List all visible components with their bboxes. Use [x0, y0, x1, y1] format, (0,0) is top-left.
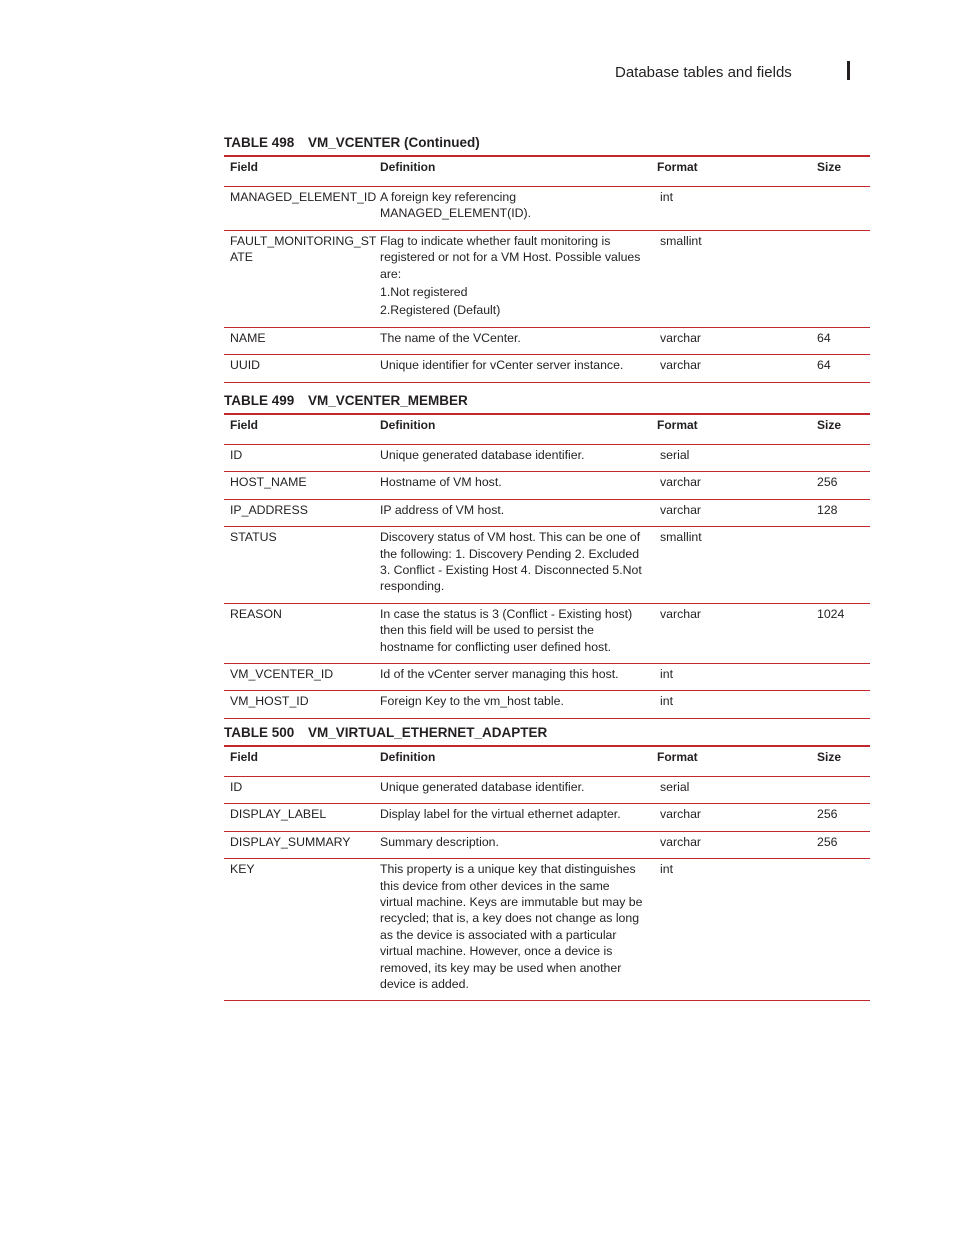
format-cell: varchar: [651, 355, 811, 382]
format-cell: int: [651, 691, 811, 718]
table-row: [224, 187, 870, 231]
size-cell: [811, 691, 870, 718]
data-table: [224, 155, 870, 383]
format-cell: varchar: [651, 327, 811, 354]
table-name: VM_VCENTER_MEMBER: [308, 393, 468, 408]
definition-text: Flag to indicate whether fault monitoring is registered or not for a VM Host. Possible values are:: [380, 233, 641, 281]
format-cell: smallint: [651, 230, 811, 327]
size-cell: 256: [811, 831, 870, 858]
header-rule-mark: [847, 61, 850, 80]
field-cell: DISPLAY_LABEL: [224, 804, 374, 831]
column-header: Format: [651, 746, 811, 777]
definition-cell: [374, 327, 651, 354]
definition-cell: [374, 499, 651, 526]
format-cell: varchar: [651, 804, 811, 831]
definition-text: Discovery status of VM host. This can be one of the following: 1. Discovery Pending 2. Excluded 3. Conflict - Existing Host 4. Disconnected 5.Not responding.: [380, 530, 642, 594]
size-cell: [811, 777, 870, 804]
size-cell: [811, 445, 870, 472]
table-row: [224, 664, 870, 691]
table-number: TABLE 498: [224, 135, 295, 150]
table-caption: [224, 394, 870, 413]
data-table: [224, 745, 870, 1001]
definition-text: In case the status is 3 (Conflict - Existing host) then this field will be used to persist the hostname for conflicting user defined host.: [380, 606, 633, 654]
definition-cell: [374, 230, 651, 327]
table-row: [224, 355, 870, 382]
column-header: Format: [651, 156, 811, 187]
header-row: [224, 156, 870, 187]
column-header: Format: [651, 414, 811, 445]
definition-text: Hostname of VM host.: [380, 475, 502, 490]
table-row: [224, 831, 870, 858]
definition-text: Id of the vCenter server managing this host.: [380, 667, 619, 682]
definition-text: Foreign Key to the vm_host table.: [380, 694, 564, 709]
definition-text: Unique identifier for vCenter server instance.: [380, 358, 624, 373]
table-number: TABLE 500: [224, 725, 295, 740]
table-row: [224, 499, 870, 526]
definition-text: Unique generated database identifier.: [380, 780, 585, 794]
field-cell: FAULT_MONITORING_ST ATE: [224, 230, 374, 327]
size-cell: 64: [811, 327, 870, 354]
data-table: [224, 413, 870, 719]
table-row: [224, 230, 870, 327]
column-header: Field: [224, 414, 374, 445]
definition-text: This property is a unique key that distinguishes this device from other devices in the same virtual machine. Keys are immutable but may be recycled; that is, a key does not change as long as the device is associated with a particular virtual machine. However, once a device is removed, its key may be used when another device is added.: [380, 862, 643, 992]
table-caption: [224, 136, 870, 155]
table-row: [224, 777, 870, 804]
definition-text: Display label for the virtual ethernet adapter.: [380, 807, 621, 822]
table-row: [224, 527, 870, 604]
table-row: [224, 691, 870, 718]
format-cell: int: [651, 664, 811, 691]
field-cell: HOST_NAME: [224, 472, 374, 499]
definition-cell: [374, 472, 651, 499]
size-cell: [811, 664, 870, 691]
definition-cell: [374, 445, 651, 472]
format-cell: varchar: [651, 603, 811, 663]
size-cell: 1024: [811, 603, 870, 663]
field-cell: STATUS: [224, 527, 374, 604]
definition-cell: [374, 187, 651, 231]
format-cell: varchar: [651, 472, 811, 499]
table-name: VM_VIRTUAL_ETHERNET_ADAPTER: [308, 725, 548, 740]
size-cell: [811, 230, 870, 327]
table-row: [224, 859, 870, 1001]
format-cell: int: [651, 187, 811, 231]
definition-cell: [374, 664, 651, 691]
definition-cell: [374, 603, 651, 663]
definition-text: Unique generated database identifier.: [380, 448, 585, 462]
definition-cell: [374, 691, 651, 718]
column-header: Size: [811, 156, 870, 187]
column-header: Size: [811, 414, 870, 445]
table-caption: [224, 726, 870, 745]
size-cell: 128: [811, 499, 870, 526]
table-number: TABLE 499: [224, 393, 295, 408]
table-row: [224, 603, 870, 663]
column-header: Size: [811, 746, 870, 777]
field-cell: IP_ADDRESS: [224, 499, 374, 526]
size-cell: 256: [811, 472, 870, 499]
header-row: [224, 414, 870, 445]
field-cell: MANAGED_ELEMENT_ID: [224, 187, 374, 231]
column-header: Field: [224, 746, 374, 777]
format-cell: smallint: [651, 527, 811, 604]
definition-text: A foreign key referencing MANAGED_ELEMENT(ID).: [380, 190, 531, 221]
field-cell: NAME: [224, 327, 374, 354]
field-cell: KEY: [224, 859, 374, 1001]
field-cell: DISPLAY_SUMMARY: [224, 831, 374, 858]
table-name: VM_VCENTER (Continued): [308, 135, 480, 150]
column-header: Field: [224, 156, 374, 187]
definition-cell: [374, 355, 651, 382]
definition-text: The name of the VCenter.: [380, 330, 521, 345]
format-cell: varchar: [651, 499, 811, 526]
header-row: [224, 746, 870, 777]
definition-cell: [374, 527, 651, 604]
field-cell: ID: [224, 445, 374, 472]
field-cell: UUID: [224, 355, 374, 382]
definition-text: Summary description.: [380, 834, 499, 849]
definition-text: 1.Not registered: [380, 285, 468, 300]
table-row: [224, 472, 870, 499]
field-cell: VM_HOST_ID: [224, 691, 374, 718]
table-500: [224, 726, 870, 1001]
field-cell: REASON: [224, 603, 374, 663]
definition-text: IP address of VM host.: [380, 502, 505, 517]
table-498: [224, 136, 870, 383]
format-cell: serial: [651, 777, 811, 804]
definition-cell: [374, 777, 651, 804]
table-row: [224, 445, 870, 472]
column-header: Definition: [374, 746, 651, 777]
definition-text: 2.Registered (Default): [380, 303, 501, 318]
size-cell: [811, 187, 870, 231]
field-cell: VM_VCENTER_ID: [224, 664, 374, 691]
size-cell: [811, 527, 870, 604]
definition-cell: [374, 831, 651, 858]
size-cell: 256: [811, 804, 870, 831]
size-cell: [811, 859, 870, 1001]
table-row: [224, 804, 870, 831]
table-499: [224, 394, 870, 719]
definition-cell: [374, 859, 651, 1001]
format-cell: varchar: [651, 831, 811, 858]
column-header: Definition: [374, 414, 651, 445]
format-cell: int: [651, 859, 811, 1001]
definition-cell: [374, 804, 651, 831]
size-cell: 64: [811, 355, 870, 382]
format-cell: serial: [651, 445, 811, 472]
running-header-title: Database tables and fields: [615, 64, 792, 81]
table-row: [224, 327, 870, 354]
field-cell: ID: [224, 777, 374, 804]
column-header: Definition: [374, 156, 651, 187]
